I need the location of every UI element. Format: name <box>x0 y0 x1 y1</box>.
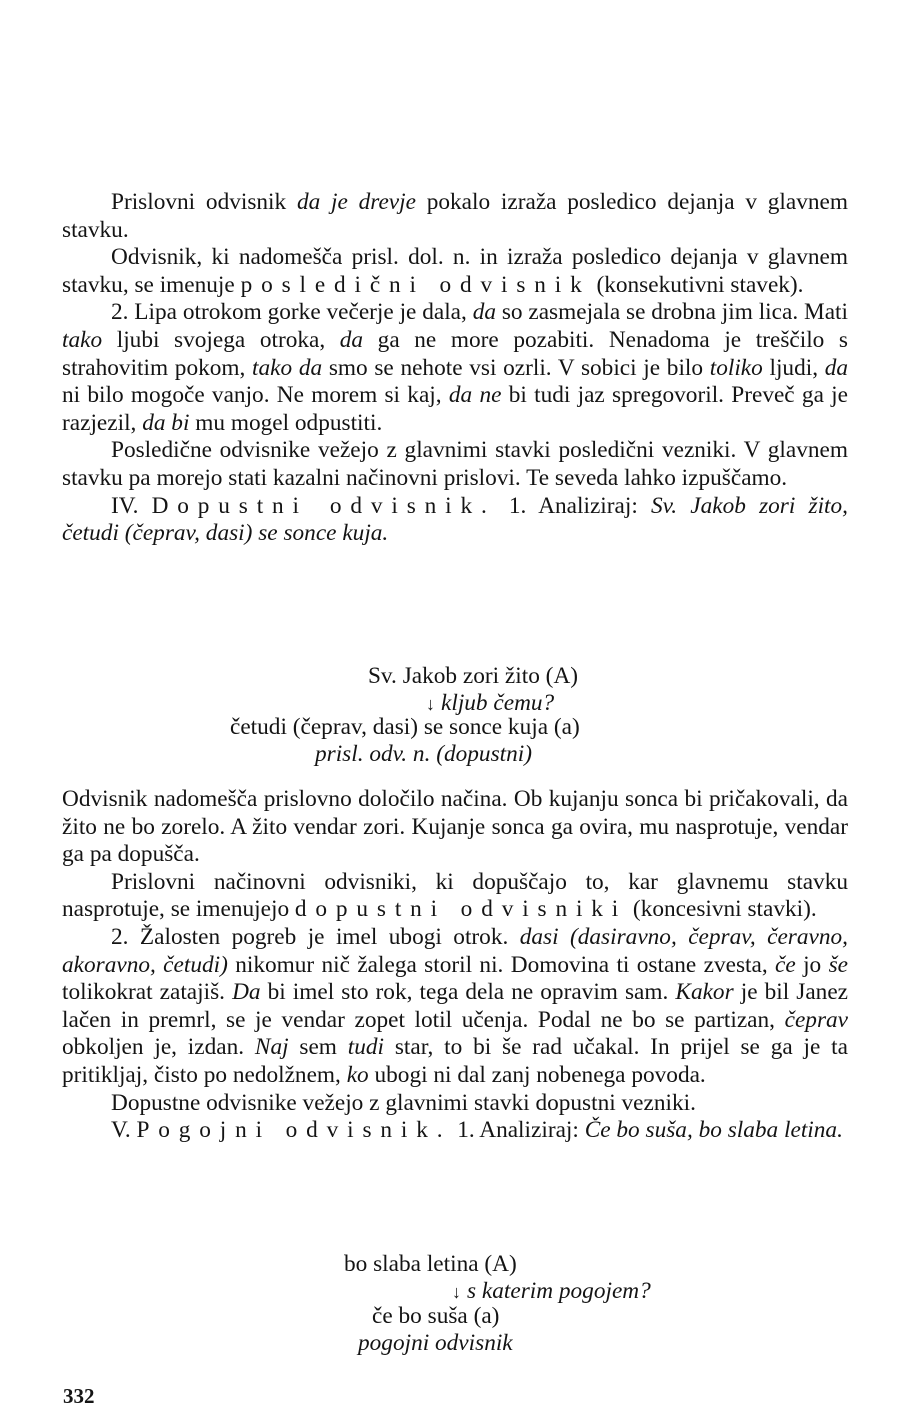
italic-text: toliko <box>709 354 763 381</box>
paragraph <box>62 1090 848 1118</box>
italic-text: da <box>339 326 364 353</box>
schema1-main-clause: Sv. Jakob zori žito (A) <box>367 663 579 689</box>
arrow-down-icon: ↓ <box>452 1282 461 1302</box>
italic-text: tako da <box>252 354 323 381</box>
italic-text: da <box>472 299 496 326</box>
text-run: tolikokrat zatajiš. <box>62 979 233 1006</box>
text-block-top <box>62 189 848 548</box>
text-run: (konsekutivni stavek). <box>590 271 804 298</box>
text-run: ljudi, <box>762 354 825 381</box>
text-run: pokalo izraža posledico dejanja v glavnem stavku. <box>62 189 848 243</box>
text-run: sem <box>288 1034 348 1061</box>
text-run: star, to bi še rad učakal. In prijel se ga je ta pritikljaj, čisto po nedolžnem, <box>62 1034 848 1088</box>
spaced-term: posledični odvisnik <box>240 271 591 298</box>
text-run: smo se nehote vsi ozrli. V sobici je bilo <box>322 354 710 381</box>
text-run: 2. Žalosten pogreb je imel ubogi otrok. <box>111 923 520 950</box>
italic-text: Naj <box>254 1034 289 1061</box>
schema2-clause-type: pogojni odvisnik <box>358 1330 513 1356</box>
italic-text: da je drevje <box>296 189 416 215</box>
text-run: 1. Analiziraj: <box>451 1117 585 1144</box>
text-run: bi tudi jaz spregovoril. Preveč ga je razjezil, <box>62 382 848 436</box>
text-run: Prislovni odvisnik <box>111 189 297 215</box>
paragraph <box>62 869 848 924</box>
italic-text: tako <box>62 326 103 353</box>
italic-text: Da <box>232 979 261 1006</box>
italic-text: dasi (dasiravno, čeprav, čeravno, akoravno, četudi) <box>62 923 848 978</box>
text-run: mu mogel odpustiti. <box>189 409 383 436</box>
arrow-down-icon: ↓ <box>426 694 435 714</box>
text-block-middle <box>62 786 848 1145</box>
text-run: Odvisnik nadomešča prislovno določilo načina. Ob kujanju sonca bi pričakovali, da žito ne bo zorelo. A žito vendar zori. Kujanje sonca ga ovira, mu nasprotuje, vendar ga pa dopušča. <box>62 786 848 868</box>
text-run: ga ne more pozabiti. Nenadoma je treščilo s strahovitim pokom, <box>62 326 848 381</box>
text-run: (koncesivni stavki). <box>627 896 817 923</box>
paragraph <box>62 786 848 869</box>
paragraph <box>62 244 848 299</box>
italic-text: da bi <box>142 409 190 436</box>
spaced-term: Dopustni odvisnik. <box>151 492 496 519</box>
text-run: Dopustne odvisnike vežejo z glavnimi stavki dopustni vezniki. <box>111 1089 696 1116</box>
schema1-subordinate-clause: četudi (čeprav, dasi) se sonce kuja (a) <box>230 714 580 740</box>
italic-text: ko <box>346 1061 369 1088</box>
italic-text: Kakor <box>675 979 734 1006</box>
paragraph <box>62 189 848 244</box>
italic-text: tudi <box>347 1034 384 1061</box>
text-run: bi imel sto rok, tega dela ne opravim sam. <box>260 979 676 1006</box>
text-run: V. <box>111 1117 137 1144</box>
italic-text: Sv. Jakob zori žito, četudi (čeprav, dasi) se sonce kuja. <box>62 492 848 547</box>
paragraph <box>62 493 848 548</box>
paragraph <box>62 437 848 492</box>
italic-text: če <box>775 951 796 978</box>
spaced-term: dopustni odvisniki <box>294 896 628 923</box>
text-run: ljubi svojega otroka, <box>102 326 340 353</box>
paragraph <box>62 1117 848 1145</box>
text-run: obkoljen je, izdan. <box>62 1034 255 1061</box>
spaced-term: Pogojni odvisnik. <box>136 1117 452 1144</box>
text-run: ni bilo mogoče vanjo. Ne morem si kaj, <box>62 382 449 409</box>
page-number: 332 <box>63 1384 95 1408</box>
text-run: IV. <box>111 492 152 519</box>
schema1-question: kljub čemu? <box>441 690 555 716</box>
schema1-clause-type: prisl. odv. n. (dopustni) <box>315 741 532 767</box>
italic-text: Če bo suša, bo slaba letina. <box>584 1117 843 1144</box>
text-run: Posledične odvisnike vežejo z glavnimi stavki posledični vezniki. V glavnem stavku pa morejo stati kazalni načinovni prislovi. Te seveda lahko izpuščamo. <box>62 437 848 491</box>
schema2-main-clause: bo slaba letina (A) <box>344 1251 517 1277</box>
text-run: 1. Analiziraj: <box>495 492 651 519</box>
text-run: je bil Janez lačen in premrl, se je vendar zopet lotil učenja. Podal ne bo se partizan, <box>62 979 849 1033</box>
text-run: jo <box>795 951 829 978</box>
italic-text: še <box>828 951 848 978</box>
text-run: 2. Lipa otrokom gorke večerje je dala, <box>111 299 473 326</box>
italic-text: da <box>824 354 849 381</box>
text-run: Odvisnik, ki nadomešča prisl. dol. n. in izraža posledico dejanja v glavnem stavku, se imenuje <box>62 244 848 298</box>
text-run: Prislovni načinovni odvisniki, ki dopuščajo to, kar glavnemu stavku nasprotuje, se imenujejo <box>62 868 848 923</box>
schema2-subordinate-clause: če bo suša (a) <box>372 1303 500 1329</box>
italic-text: da ne <box>448 382 502 409</box>
text-run: so zasmejala se drobna jim lica. Mati <box>495 299 848 326</box>
paragraph <box>62 299 848 437</box>
italic-text: čeprav <box>784 1006 848 1033</box>
text-run: ubogi ni dal zanj nobenega povoda. <box>368 1061 706 1088</box>
schema2-question: s katerim pogojem? <box>467 1278 651 1304</box>
paragraph <box>62 924 848 1090</box>
text-run: nikomur nič žalega storil ni. Domovina ti ostane zvesta, <box>227 951 776 978</box>
